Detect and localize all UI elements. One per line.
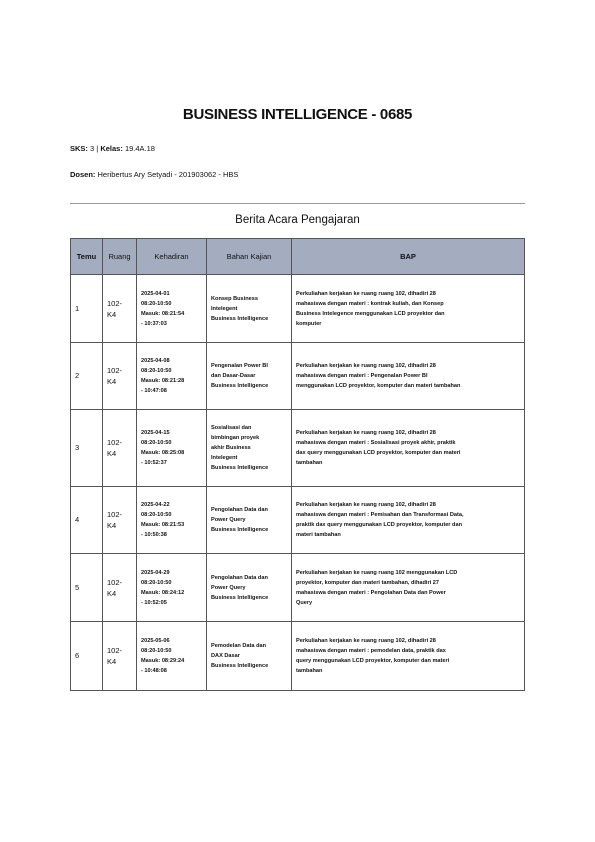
cell-kehadiran	[137, 275, 207, 343]
divider	[70, 203, 525, 204]
cell-line: komputer	[296, 320, 322, 327]
cell-line: Pemodelan Data dan	[211, 643, 267, 649]
cell-line: - 10:37:03	[141, 320, 167, 327]
cell-bap	[292, 554, 525, 622]
cell-line: Perkuliahan kerjakan ke ruang ruang 102, dihadiri 28	[296, 363, 436, 369]
cell-bahan-kajian	[207, 275, 292, 343]
cell-line: 08:20-10:50	[141, 440, 172, 446]
cell-line: 102-	[107, 438, 123, 447]
cell-line: 08:20-10:50	[141, 512, 172, 518]
kelas-label: Kelas:	[100, 144, 123, 153]
cell-line: 08:20-10:50	[141, 300, 172, 307]
cell-temu: 6	[71, 622, 103, 691]
cell-line: Business Intelligence	[211, 315, 269, 322]
cell-line: Power Query	[211, 517, 246, 523]
header-bap: BAP	[292, 239, 525, 275]
cell-line: query menggunakan LCD proyektor, komputer dan materi	[296, 658, 450, 664]
cell-line: Pengolahan Data dan	[211, 574, 268, 581]
sks-label: SKS:	[70, 144, 88, 153]
cell-ruang	[103, 622, 137, 691]
cell-line: Business Intelegence menggunakan LCD proyektor dan	[296, 310, 445, 317]
cell-ruang	[103, 410, 137, 487]
cell-line: - 10:47:08	[141, 388, 167, 394]
table-header-row	[71, 239, 525, 275]
cell-line: Perkuliahan kerjakan ke ruang ruang 102, dihadiri 28	[296, 290, 436, 297]
page-title: BUSINESS INTELLIGENCE - 0685	[182, 106, 413, 123]
cell-line: Pengenalan Power BI	[211, 363, 268, 369]
cell-line: 08:20-10:50	[141, 648, 172, 654]
cell-line: 2025-04-08	[141, 358, 170, 364]
cell-bahan-kajian	[207, 622, 292, 691]
cell-line: dax query menggunakan LCD proyektor, komputer dan materi	[296, 450, 461, 456]
cell-line: - 10:52:37	[141, 460, 167, 466]
cell-line: K4	[107, 309, 117, 319]
cell-line: 08:20-10:50	[141, 579, 172, 586]
cell-line: mahasiswa dengan materi : Pengolahan Data dan Power	[296, 589, 446, 596]
cell-line: 102-	[107, 298, 123, 308]
cell-kehadiran	[137, 554, 207, 622]
cell-line: proyektor, komputer dan materi tambahan, dihadiri 27	[296, 579, 439, 586]
cell-line: 2025-04-22	[141, 502, 170, 508]
sks-value: 3	[90, 144, 95, 153]
table-row	[71, 622, 525, 691]
cell-line: Query	[296, 599, 313, 606]
cell-line: 2025-04-15	[141, 430, 170, 436]
cell-line: 102-	[107, 510, 123, 519]
cell-line: Business Intelligence	[211, 594, 269, 601]
cell-bahan-kajian	[207, 554, 292, 622]
table-row	[71, 410, 525, 487]
cell-line: mahasiswa dengan materi : kontrak kuliah, dan Konsep	[296, 300, 444, 307]
cell-line: Masuk: 08:25:08	[141, 450, 185, 456]
cell-line: - 10:50:38	[141, 532, 167, 538]
course-info	[70, 144, 155, 153]
cell-bap	[292, 487, 525, 554]
cell-kehadiran	[137, 622, 207, 691]
table-row	[71, 554, 525, 622]
cell-line: Masuk: 08:21:53	[141, 522, 185, 528]
cell-line: K4	[107, 521, 117, 530]
cell-kehadiran	[137, 487, 207, 554]
bap-table	[70, 238, 525, 691]
table-row	[71, 487, 525, 554]
cell-line: 2025-04-01	[141, 290, 170, 297]
cell-line: 102-	[107, 646, 123, 655]
cell-line: Perkuliahan kerjakan ke ruang ruang 102, dihadiri 28	[296, 638, 436, 644]
cell-line: 102-	[107, 577, 123, 587]
cell-line: praktik dax query menggunakan LCD proyektor, komputer dan	[296, 522, 462, 528]
cell-line: 2025-05-06	[141, 638, 170, 644]
cell-temu: 2	[71, 343, 103, 410]
cell-line: K4	[107, 588, 117, 598]
header-kehadiran: Kehadiran	[137, 239, 207, 275]
cell-line: DAX Dasar	[211, 653, 240, 659]
header-bahan-kajian: Bahan Kajian	[207, 239, 292, 275]
header-ruang: Ruang	[103, 239, 137, 275]
cell-kehadiran	[137, 343, 207, 410]
cell-bap	[292, 275, 525, 343]
cell-line: Masuk: 08:29:24	[141, 658, 185, 664]
cell-bap	[292, 410, 525, 487]
cell-bahan-kajian	[207, 343, 292, 410]
cell-line: tambahan	[296, 460, 323, 466]
cell-bap	[292, 343, 525, 410]
cell-line: dan Dasar-Dasar	[211, 373, 256, 379]
cell-line: Business Intelligence	[211, 527, 269, 533]
cell-line: mahasiswa dengan materi : Sosialisasi proyek akhir, praktik	[296, 440, 456, 446]
cell-line: Power Query	[211, 584, 246, 591]
cell-line: Sosialisasi dan	[211, 425, 252, 431]
cell-ruang	[103, 554, 137, 622]
cell-line: Intelegent	[211, 455, 238, 461]
kelas-value: 19.4A.18	[124, 144, 155, 153]
cell-line: K4	[107, 657, 117, 666]
separator: |	[96, 144, 99, 153]
cell-line: 08:20-10:50	[141, 368, 172, 374]
cell-line: materi tambahan	[296, 532, 341, 538]
cell-bap	[292, 622, 525, 691]
cell-line: mahasiswa dengan materi : pemodelan data, praktik dax	[296, 648, 446, 654]
header-temu: Temu	[71, 239, 103, 275]
cell-temu: 4	[71, 487, 103, 554]
cell-line: Perkuliahan kerjakan ke ruang ruang 102, dihadiri 28	[296, 430, 436, 436]
cell-line: Masuk: 08:21:54	[141, 310, 185, 317]
cell-ruang	[103, 343, 137, 410]
cell-line: 2025-04-29	[141, 569, 170, 576]
dosen-value: Heribertus Ary Setyadi - 201903062 - HBS	[97, 170, 239, 179]
cell-bahan-kajian	[207, 410, 292, 487]
cell-line: Business Intelligence	[211, 465, 269, 471]
cell-line: - 10:52:05	[141, 599, 167, 606]
cell-line: Perkuliahan kerjakan ke ruang ruang 102 menggunakan LCD	[296, 569, 458, 576]
table-row	[71, 275, 525, 343]
cell-line: Intelegent	[211, 305, 238, 312]
cell-temu: 3	[71, 410, 103, 487]
cell-ruang	[103, 487, 137, 554]
cell-line: mahasiswa dengan materi : Pengenalan Power BI	[296, 373, 428, 379]
cell-line: akhir Business	[211, 445, 251, 451]
cell-line: Perkuliahan kerjakan ke ruang ruang 102, dihadiri 28	[296, 502, 436, 508]
cell-line: Business Intelligence	[211, 663, 269, 669]
cell-line: 102-	[107, 366, 123, 375]
cell-line: Business Intelligence	[211, 383, 269, 389]
cell-line: tambahan	[296, 668, 323, 674]
cell-line: mahasiswa dengan materi : Pemisahan dan Transformasi Data,	[296, 512, 464, 518]
section-title: Berita Acara Pengajaran	[235, 214, 360, 226]
cell-line: K4	[107, 377, 117, 386]
cell-line: Pengolahan Data dan	[211, 507, 268, 513]
cell-line: Konsep Business	[211, 295, 258, 302]
cell-line: Masuk: 08:24:12	[141, 589, 185, 596]
cell-line: menggunakan LCD proyektor, komputer dan materi tambahan	[296, 383, 461, 389]
cell-line: K4	[107, 449, 117, 458]
cell-line: Masuk: 08:21:28	[141, 378, 185, 384]
table-row	[71, 343, 525, 410]
cell-bahan-kajian	[207, 487, 292, 554]
dosen-label: Dosen:	[70, 170, 96, 179]
lecturer-info	[70, 170, 238, 179]
cell-temu: 5	[71, 554, 103, 622]
cell-line: bimbingan proyek	[211, 435, 260, 441]
cell-temu: 1	[71, 275, 103, 343]
cell-kehadiran	[137, 410, 207, 487]
cell-ruang	[103, 275, 137, 343]
cell-line: - 10:48:08	[141, 668, 167, 674]
